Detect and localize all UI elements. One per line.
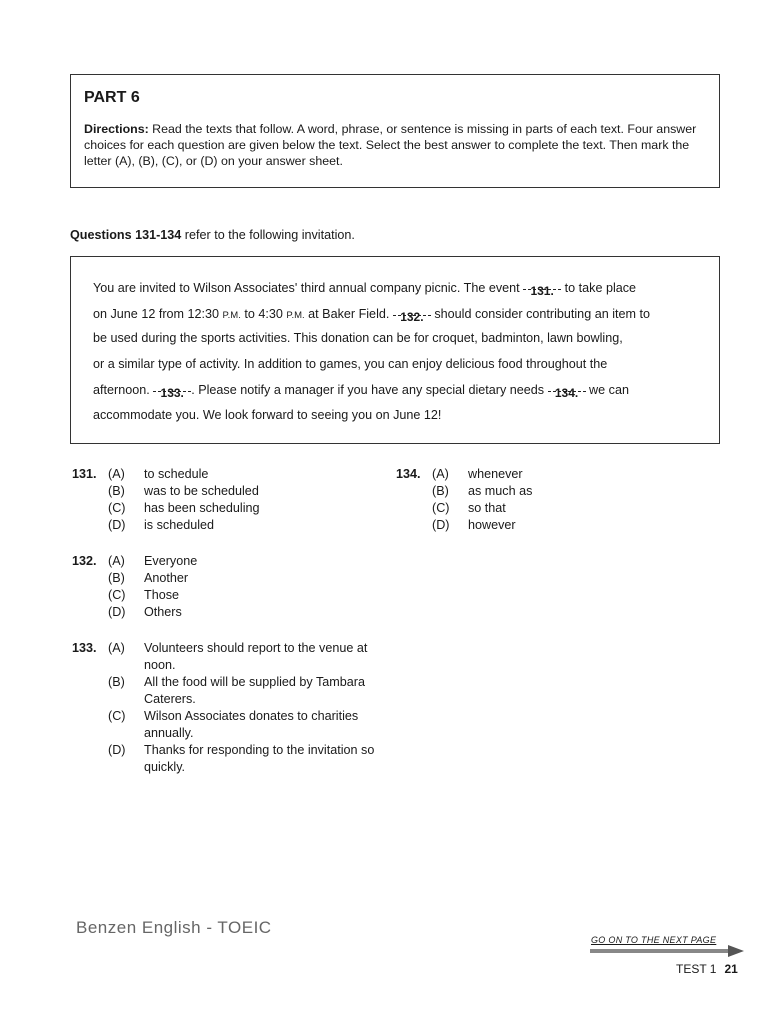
directions-label: Directions: xyxy=(84,122,149,136)
answer-option[interactable] xyxy=(108,604,392,621)
option-letter: (B) xyxy=(108,675,125,689)
option-text: Others xyxy=(144,605,182,619)
option-letter: (A) xyxy=(108,641,125,655)
question-number: 133. xyxy=(72,641,97,655)
passage-text: to take place xyxy=(561,281,637,295)
option-letter: (C) xyxy=(108,501,126,515)
answer-option[interactable] xyxy=(432,466,696,483)
question-number: 131. xyxy=(72,467,97,481)
option-letter: (D) xyxy=(108,743,126,757)
option-text: Everyone xyxy=(144,554,198,568)
option-text: whenever xyxy=(468,467,523,481)
option-letter: (D) xyxy=(108,518,126,532)
passage-text: should consider contributing an item to xyxy=(430,306,650,321)
option-letter: (C) xyxy=(432,501,450,515)
blank-number: 133. xyxy=(160,386,184,400)
time-suffix: P.M. xyxy=(286,309,305,321)
option-text: has been scheduling xyxy=(144,501,260,515)
blank-134 xyxy=(548,377,586,400)
option-text: to schedule xyxy=(144,467,209,481)
option-text: Thanks for responding to the invitation so quickly. xyxy=(144,743,375,774)
test-label: TEST 1 xyxy=(676,962,717,976)
questions-heading-rest: refer to the following invitation. xyxy=(181,228,355,242)
option-letter: (D) xyxy=(108,605,126,619)
time-suffix: P.M. xyxy=(222,309,241,321)
blank-131 xyxy=(523,275,561,298)
option-letter: (B) xyxy=(432,484,449,498)
arrow-right-icon xyxy=(590,945,744,957)
blank-133 xyxy=(153,377,191,400)
blank-number: 131. xyxy=(530,284,554,298)
passage-line xyxy=(93,275,705,301)
directions-box xyxy=(70,74,720,188)
question-133 xyxy=(72,640,402,776)
passage-text: to 4:30 xyxy=(240,306,287,321)
passage-line xyxy=(93,377,705,403)
option-text: Wilson Associates donates to charities annually. xyxy=(144,709,359,740)
option-text: so that xyxy=(468,501,506,515)
option-text: as much as xyxy=(468,484,533,498)
option-letter: (C) xyxy=(108,709,126,723)
passage-text: You are invited to Wilson Associates' third annual company picnic. The event xyxy=(93,281,524,295)
blank-number: 132. xyxy=(400,309,424,324)
answer-option[interactable] xyxy=(432,483,696,500)
option-text: Another xyxy=(144,571,189,585)
passage-line: be used during the sports activities. This donation can be for croquet, badminton, lawn bowling, xyxy=(93,331,623,345)
invitation-passage xyxy=(70,256,720,444)
question-132 xyxy=(72,553,392,621)
answer-option[interactable] xyxy=(432,500,696,517)
questions-heading xyxy=(70,228,355,242)
passage-text: afternoon. xyxy=(93,383,154,397)
go-on-text: GO ON TO THE NEXT PAGE xyxy=(591,935,717,945)
option-letter: (A) xyxy=(108,467,125,481)
passage-line: or a similar type of activity. In addition to games, you can enjoy delicious food throughout the xyxy=(93,356,608,371)
page-footer xyxy=(676,962,738,976)
answer-option[interactable] xyxy=(108,570,392,587)
answer-option[interactable] xyxy=(108,466,392,483)
brand-watermark: Benzen English - TOEIC xyxy=(76,918,272,937)
question-131 xyxy=(72,466,392,534)
answer-option[interactable] xyxy=(108,742,398,776)
answer-option[interactable] xyxy=(108,517,392,534)
option-letter: (C) xyxy=(108,588,126,602)
blank-number: 134. xyxy=(554,386,579,400)
passage-line: accommodate you. We look forward to seeing you on June 12! xyxy=(93,407,442,422)
answer-option[interactable] xyxy=(108,674,398,708)
passage-text: we can xyxy=(585,383,629,397)
question-number: 134. xyxy=(396,467,421,481)
option-letter: (A) xyxy=(108,554,125,568)
option-text: All the food will be supplied by Tambara Caterers. xyxy=(144,675,365,706)
passage-text: at Baker Field. xyxy=(304,306,393,321)
option-letter: (B) xyxy=(108,571,125,585)
answer-option[interactable] xyxy=(108,708,398,742)
answer-option[interactable] xyxy=(108,553,392,570)
blank-132 xyxy=(393,301,431,324)
passage-text: . Please notify a manager if you have any special dietary needs xyxy=(191,383,548,397)
option-text: is scheduled xyxy=(144,518,215,532)
question-number: 132. xyxy=(72,554,97,568)
answer-option[interactable] xyxy=(108,483,392,500)
page-number: 21 xyxy=(724,962,738,976)
answer-option[interactable] xyxy=(432,517,696,534)
directions-body: Read the texts that follow. A word, phrase, or sentence is missing in parts of each text. Four answer choices for each question are given below the text. Select the best answer to complete the text. Then mark the letter (A), (B), (C), or (D) on your answer sheet. xyxy=(84,122,697,168)
question-134 xyxy=(396,466,696,534)
option-text: however xyxy=(468,518,516,532)
option-text: Volunteers should report to the venue at noon. xyxy=(144,641,368,672)
passage-text: on June 12 from 12:30 xyxy=(93,306,223,321)
part-title: PART 6 xyxy=(84,89,140,106)
answer-option[interactable] xyxy=(108,587,392,604)
answer-option[interactable] xyxy=(108,640,398,674)
option-text: was to be scheduled xyxy=(144,484,259,498)
option-text: Those xyxy=(144,588,180,602)
answer-option[interactable] xyxy=(108,500,392,517)
option-letter: (D) xyxy=(432,518,450,532)
passage-line xyxy=(93,301,705,327)
questions-range: Questions 131-134 xyxy=(70,228,182,242)
option-letter: (B) xyxy=(108,484,125,498)
option-letter: (A) xyxy=(432,467,449,481)
directions-text xyxy=(84,121,705,169)
